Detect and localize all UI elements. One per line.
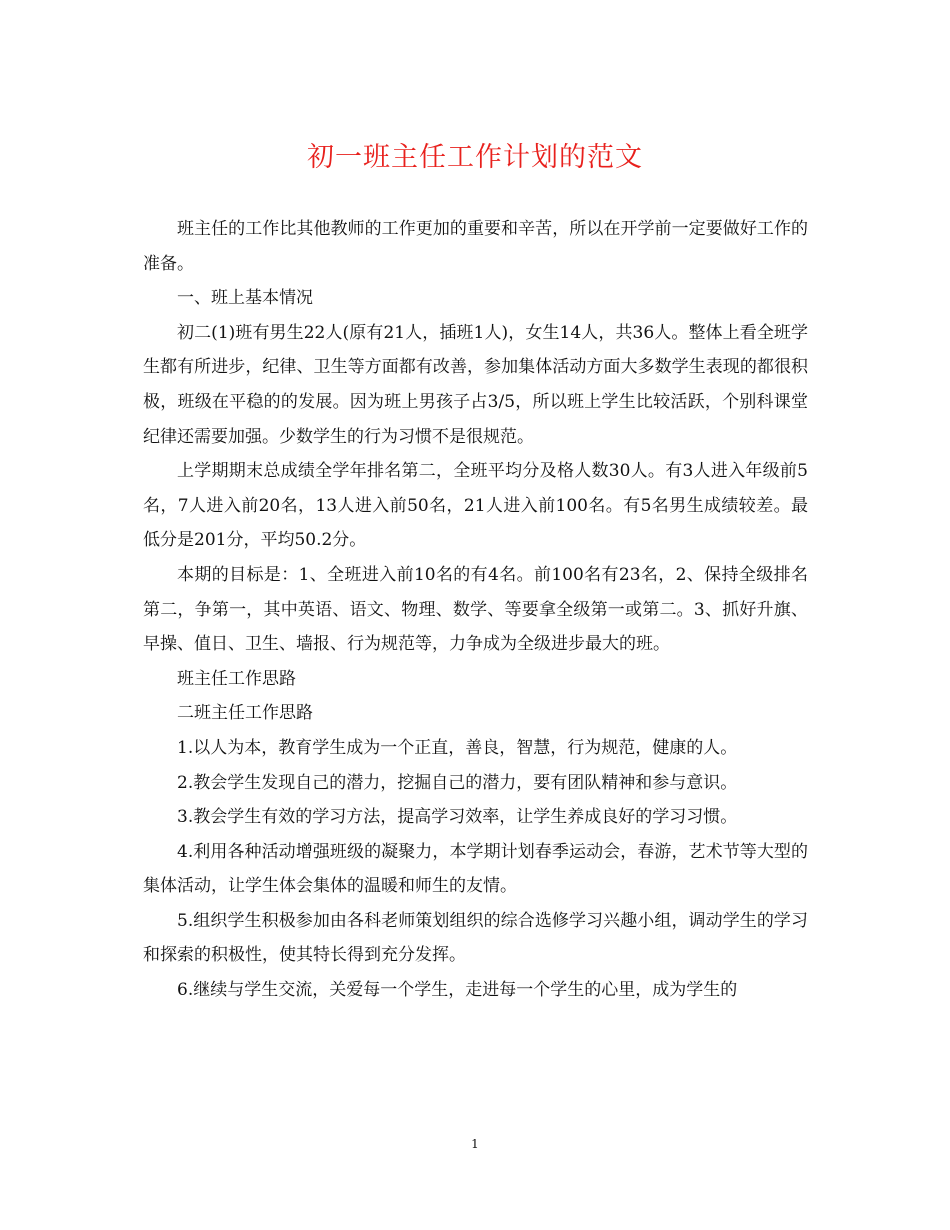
document-title: 初一班主任工作计划的范文 bbox=[307, 142, 643, 173]
list-item: 6.继续与学生交流，关爱每一个学生，走进每一个学生的心里，成为学生的 bbox=[177, 980, 738, 1001]
paragraph: 班主任的工作比其他教师的工作更加的重要和辛苦，所以在开学前一定要做好工作的准备。 bbox=[143, 219, 808, 274]
list-item: 4.利用各种活动增强班级的凝聚力，本学期计划春季运动会，春游，艺术节等大型的集体活动，让学生体会集体的温暖和师生的友情。 bbox=[143, 841, 808, 897]
section-heading: 班主任工作思路 bbox=[177, 668, 296, 689]
section-heading: 二班主任工作思路 bbox=[177, 703, 313, 724]
list-item: 2.教会学生发现自己的潜力，挖掘自己的潜力，要有团队精神和参与意识。 bbox=[177, 772, 738, 793]
list-item: 1.以人为本，教育学生成为一个正直，善良，智慧，行为规范，健康的人。 bbox=[177, 737, 738, 758]
section-heading: 一、班上基本情况 bbox=[177, 288, 313, 309]
document-body bbox=[143, 212, 808, 1008]
list-item: 5.组织学生积极参加由各科老师策划组织的综合选修学习兴趣小组，调动学生的学习和探索的积极性，使其特长得到充分发挥。 bbox=[143, 910, 808, 966]
paragraph: 初二(1)班有男生22人(原有21人，插班1人)，女生14人，共36人。整体上看全班学生都有所进步，纪律、卫生等方面都有改善，参加集体活动方面大多数学生表现的都很积极，班级在平稳的的发展。因为班上男孩子占3/5，所以班上学生比较活跃，个别科课堂纪律还需要加强。少数学生的行为习惯不是很规范。 bbox=[143, 322, 808, 447]
page-number: 1 bbox=[471, 1137, 479, 1151]
paragraph: 上学期期末总成绩全学年排名第二，全班平均分及格人数30人。有3人进入年级前5名，7人进入前20名，13人进入前50名，21人进入前100名。有5名男生成绩较差。最低分是201分，平均50.2分。 bbox=[143, 461, 808, 551]
list-item: 3.教会学生有效的学习方法，提高学习效率，让学生养成良好的学习习惯。 bbox=[177, 807, 738, 828]
paragraph: 本期的目标是：1、全班进入前10名的有4名。前100名有23名，2、保持全级排名第二，争第一，其中英语、语文、物理、数学、等要拿全级第一或第二。3、抓好升旗、早操、值日、卫生、墙报、行为规范等，力争成为全级进步最大的班。 bbox=[143, 564, 808, 655]
